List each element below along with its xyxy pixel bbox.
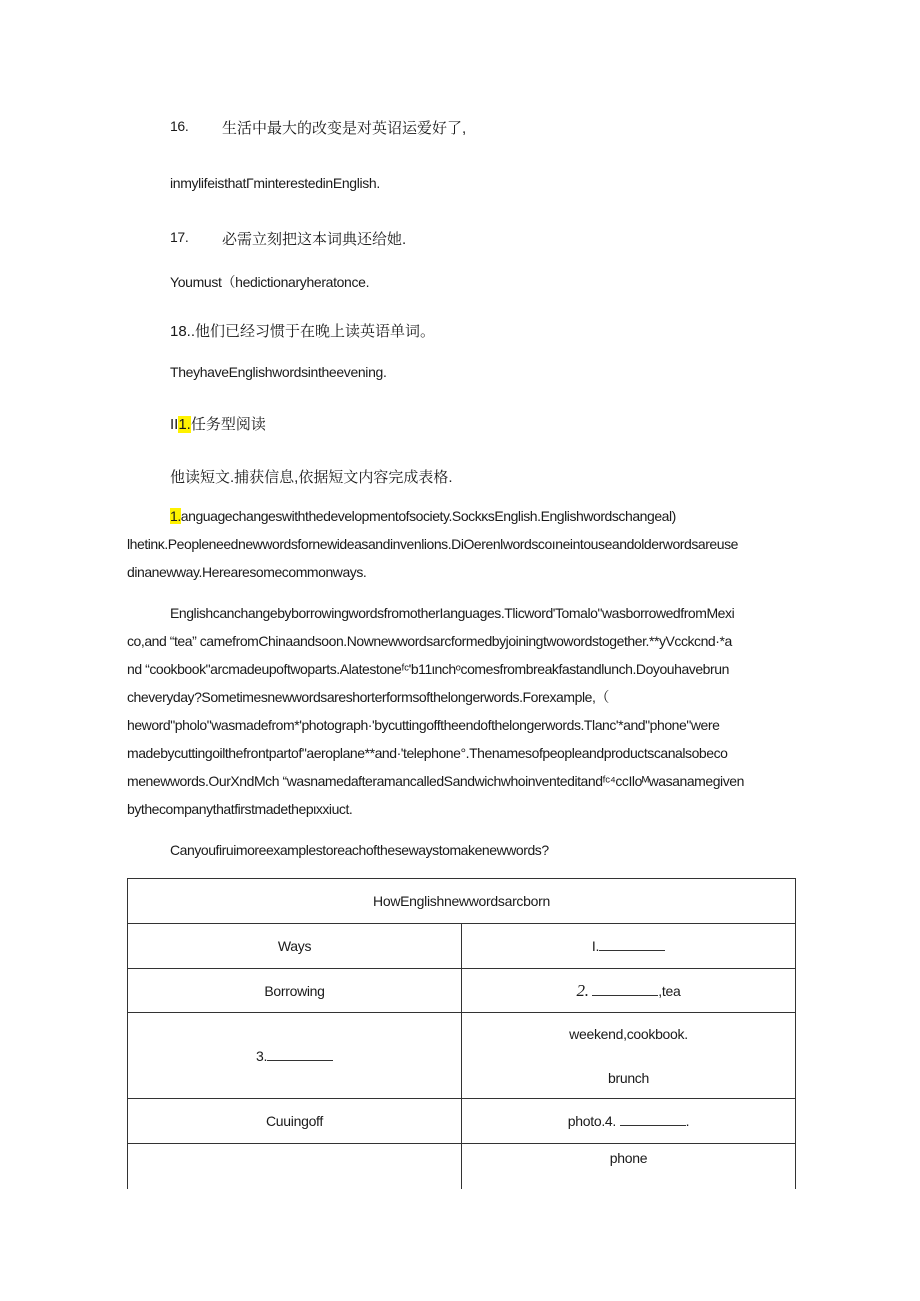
q17-english: Youmust（hedictionaryheratonce. (170, 274, 370, 290)
answer-cell-2 (462, 969, 796, 1013)
para1-text: anguagechangeswiththedevelopmentofsociety.SockκsEnglish.Englishwordschangeal) (180, 508, 676, 524)
blank-label: photo.4. (567, 1113, 616, 1129)
answer-cell-3 (128, 1013, 462, 1099)
para2-line: bythecompanythatfirstmadethepιxxiuct. (127, 801, 353, 817)
example-phone: phone (462, 1144, 796, 1189)
para2-line: menewwords.OurXndMch “wasnamedafteramancalledSandwichwhoinventeditandᶠᶜ⁴ccIloᴹwasanamegiven (127, 773, 744, 789)
para2-line: nd “cookbook"arcmadeupoftwoparts.Alatestoneᶠᶜ'b11ιnchᵒcomesfrombreakfastandlunch.Doyouhavebrun (127, 661, 729, 677)
blank-label: 2. (576, 980, 589, 1000)
section-number: 1. (178, 416, 191, 433)
para2-line: madebycuttingoilthefrontpartof"aeroplane**and·'telephone°.Thenamesofpeopleandproductscanalsobeco (127, 745, 728, 761)
answer-blank-1[interactable] (599, 938, 665, 951)
section-heading (170, 413, 266, 434)
answer-blank-3[interactable] (267, 1048, 333, 1061)
para1-line (170, 502, 838, 530)
answer-blank-2[interactable] (592, 983, 658, 996)
answer-cell-1 (462, 924, 796, 969)
example-brunch: brunch (607, 1069, 649, 1086)
table-title: HowEnglishnewwordsarcborn (128, 879, 796, 924)
way-borrowing: Borrowing (128, 969, 462, 1013)
q16-english: inmylifeisthatΓminterestedinEnglish. (170, 175, 380, 191)
section-prefix: II (170, 416, 179, 433)
para2-line: heword"pholo"wasmadefrom*'photograph·'bycuttingofftheendofthelongerwords.Tlanc'*and"phone"were (127, 717, 720, 733)
para1-mark: 1. (170, 508, 181, 524)
joining-examples (462, 1013, 796, 1099)
answer-cell-4 (462, 1099, 796, 1144)
blank-label: 3. (255, 1047, 268, 1064)
question: Canyoufiruimoreexamplestoreachofthesewaystomakenewwords? (170, 842, 549, 858)
blank-label: I. (591, 938, 600, 954)
example-weekend-cookbook: weekend,cookbook. (569, 1025, 688, 1042)
para1-line: lhetinκ.Peopleneednewwordsfornewideasandinvenlions.DiOerenlwordscoıneintouseandolderwordsareuse (127, 536, 738, 552)
section-title: 任务型阅读 (190, 416, 266, 433)
way-cutting-off: Cuuingoff (128, 1099, 462, 1144)
q18-chinese: 18..他们已经习惯于在晚上读英语单词。 (170, 323, 436, 340)
empty-cell (128, 1144, 462, 1189)
punctuation: . (685, 1113, 690, 1129)
para1-line: dinanewway.Herearesomecommonways. (127, 564, 367, 580)
instruction: 他读短文.捕获信息,依据短文内容完成表格. (170, 469, 453, 486)
example-tea: ,tea (658, 982, 681, 999)
q17-chinese: 必需立刻把这本词典还给她. (222, 231, 407, 248)
para2-line: EnglishcanchangebyborrowingwordsfromotherIanguages.Tlicword'Tomalo"wasborrowedfromMexi (170, 605, 735, 621)
answer-blank-4[interactable] (620, 1113, 686, 1126)
q17-number: 17. (170, 229, 189, 245)
q16-chinese: 生活中最大的改变是对英诏运爱好了, (222, 120, 467, 137)
q16-number: 16. (170, 118, 189, 134)
para2-line: co,and “tea” camefromChinaandsoon.Nownewwordsarcformedbyjoiningtwowordstogether.**yVcckcnd·*a (127, 633, 732, 649)
header-ways: Ways (128, 924, 462, 969)
q18-english: TheyhaveEnglishwordsintheevening. (170, 364, 387, 380)
para2-line: cheveryday?Sometimesnewwordsareshorterformsofthelongerwords.Forexample,（ (127, 689, 609, 705)
answer-table (127, 878, 796, 1189)
